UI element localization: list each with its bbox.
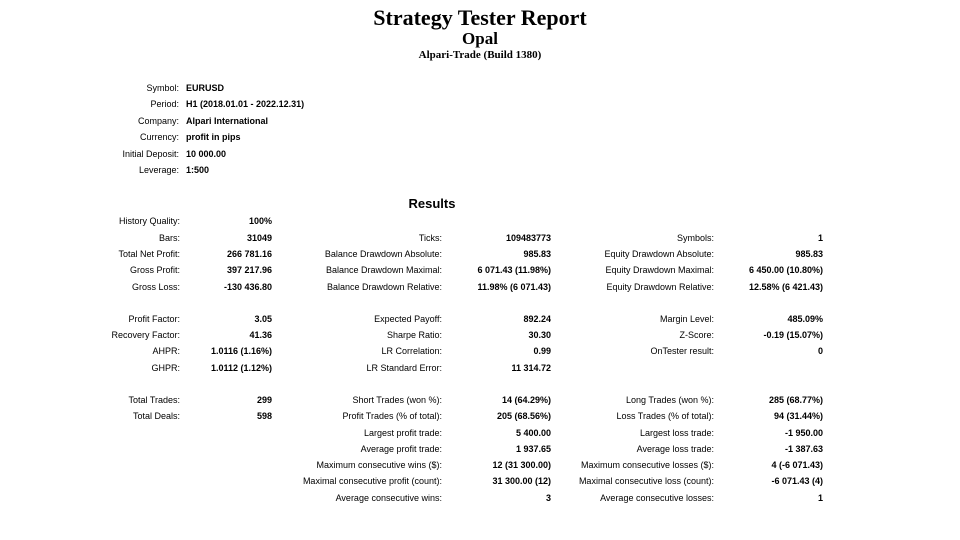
- symbol-value: EURUSD: [186, 83, 225, 93]
- total-net-profit-value: 266 781.16: [226, 249, 272, 259]
- profit-trades-value: 205 (68.56%): [496, 411, 551, 421]
- ghpr-label: GHPR:: [151, 363, 180, 373]
- balance-drawdown-absolute-label: Balance Drawdown Absolute:: [324, 249, 442, 259]
- lr-correlation-value: 0.99: [533, 346, 551, 356]
- profit-factor-value: 3.05: [254, 314, 272, 324]
- equity-drawdown-absolute-label: Equity Drawdown Absolute:: [604, 249, 714, 259]
- results-heading: Results: [408, 196, 456, 211]
- currency-label: Currency:: [139, 132, 179, 142]
- largest-loss-trade-value: -1 950.00: [784, 428, 823, 438]
- total-net-profit-label: Total Net Profit:: [118, 249, 180, 259]
- average-profit-trade-label: Average profit trade:: [360, 444, 442, 454]
- ahpr-value: 1.0116 (1.16%): [210, 346, 272, 356]
- equity-drawdown-relative-value: 12.58% (6 421.43): [748, 282, 823, 292]
- company-label: Company:: [137, 116, 179, 126]
- period-value: H1 (2018.01.01 - 2022.12.31): [186, 99, 305, 109]
- total-deals-label: Total Deals:: [132, 411, 180, 421]
- average-consecutive-losses-label: Average consecutive losses:: [600, 493, 714, 503]
- balance-drawdown-absolute-value: 985.83: [523, 249, 551, 259]
- z-score-label: Z-Score:: [679, 330, 714, 340]
- balance-drawdown-maximal-value: 6 071.43 (11.98%): [477, 265, 551, 275]
- ahpr-label: AHPR:: [152, 346, 180, 356]
- maximal-consecutive-loss-label: Maximal consecutive loss (count):: [578, 476, 714, 486]
- expected-payoff-value: 892.24: [523, 314, 551, 324]
- total-deals-value: 598: [256, 411, 272, 421]
- recovery-factor-value: 41.36: [249, 330, 272, 340]
- history-quality-value: 100%: [248, 216, 272, 226]
- ontester-result-label: OnTester result:: [650, 346, 714, 356]
- loss-trades-value: 94 (31.44%): [773, 411, 823, 421]
- average-consecutive-wins-label: Average consecutive wins:: [335, 493, 442, 503]
- currency-value: profit in pips: [186, 132, 241, 142]
- average-consecutive-losses-value: 1: [817, 493, 823, 503]
- report-title: Strategy Tester Report: [373, 5, 587, 30]
- expected-payoff-label: Expected Payoff:: [374, 314, 442, 324]
- average-loss-trade-value: -1 387.63: [784, 444, 823, 454]
- gross-loss-value: -130 436.80: [223, 282, 272, 292]
- lr-standard-error-label: LR Standard Error:: [366, 363, 442, 373]
- balance-drawdown-relative-value: 11.98% (6 071.43): [477, 282, 551, 292]
- total-trades-value: 299: [256, 395, 272, 405]
- history-quality-label: History Quality:: [118, 216, 180, 226]
- initial-deposit-label: Initial Deposit:: [122, 149, 179, 159]
- max-consecutive-wins-value: 12 (31 300.00): [492, 460, 551, 470]
- short-trades-value: 14 (64.29%): [501, 395, 551, 405]
- bars-label: Bars:: [158, 233, 180, 243]
- margin-level-value: 485.09%: [787, 314, 823, 324]
- average-consecutive-wins-value: 3: [545, 493, 551, 503]
- equity-drawdown-maximal-value: 6 450.00 (10.80%): [748, 265, 823, 275]
- recovery-factor-label: Recovery Factor:: [111, 330, 180, 340]
- max-consecutive-losses-label: Maximum consecutive losses ($):: [580, 460, 714, 470]
- sharpe-ratio-label: Sharpe Ratio:: [386, 330, 442, 340]
- gross-profit-label: Gross Profit:: [129, 265, 180, 275]
- lr-correlation-label: LR Correlation:: [381, 346, 442, 356]
- ghpr-value: 1.0112 (1.12%): [210, 363, 272, 373]
- broker-build: Alpari-Trade (Build 1380): [418, 49, 542, 61]
- ticks-value: 109483773: [505, 233, 551, 243]
- equity-drawdown-relative-label: Equity Drawdown Relative:: [606, 282, 714, 292]
- company-value: Alpari International: [186, 116, 269, 126]
- ontester-result-value: 0: [817, 346, 823, 356]
- gross-loss-label: Gross Loss:: [131, 282, 180, 292]
- leverage-value: 1:500: [186, 165, 210, 175]
- largest-profit-trade-label: Largest profit trade:: [363, 428, 442, 438]
- sharpe-ratio-value: 30.30: [528, 330, 551, 340]
- ticks-label: Ticks:: [418, 233, 442, 243]
- bars-value: 31049: [246, 233, 272, 243]
- symbols-label: Symbols:: [676, 233, 714, 243]
- equity-drawdown-maximal-label: Equity Drawdown Maximal:: [605, 265, 714, 275]
- long-trades-label: Long Trades (won %):: [625, 395, 714, 405]
- largest-profit-trade-value: 5 400.00: [515, 428, 551, 438]
- lr-standard-error-value: 11 314.72: [511, 363, 551, 373]
- loss-trades-label: Loss Trades (% of total):: [616, 411, 714, 421]
- average-loss-trade-label: Average loss trade:: [636, 444, 714, 454]
- maximal-consecutive-profit-value: 31 300.00 (12): [492, 476, 551, 486]
- maximal-consecutive-loss-value: -6 071.43 (4): [771, 476, 823, 486]
- z-score-value: -0.19 (15.07%): [763, 330, 823, 340]
- profit-trades-label: Profit Trades (% of total):: [342, 411, 442, 421]
- gross-profit-value: 397 217.96: [226, 265, 272, 275]
- long-trades-value: 285 (68.77%): [768, 395, 823, 405]
- initial-deposit-value: 10 000.00: [186, 149, 227, 159]
- symbol-label: Symbol:: [146, 83, 179, 93]
- total-trades-label: Total Trades:: [128, 395, 180, 405]
- equity-drawdown-absolute-value: 985.83: [795, 249, 823, 259]
- period-label: Period:: [150, 99, 179, 109]
- balance-drawdown-maximal-label: Balance Drawdown Maximal:: [325, 265, 442, 275]
- symbols-value: 1: [817, 233, 823, 243]
- short-trades-label: Short Trades (won %):: [352, 395, 442, 405]
- max-consecutive-losses-value: 4 (-6 071.43): [771, 460, 823, 470]
- strategy-name: Opal: [462, 29, 498, 48]
- max-consecutive-wins-label: Maximum consecutive wins ($):: [316, 460, 442, 470]
- balance-drawdown-relative-label: Balance Drawdown Relative:: [326, 282, 442, 292]
- maximal-consecutive-profit-label: Maximal consecutive profit (count):: [302, 476, 442, 486]
- largest-loss-trade-label: Largest loss trade:: [639, 428, 714, 438]
- margin-level-label: Margin Level:: [659, 314, 714, 324]
- profit-factor-label: Profit Factor:: [128, 314, 180, 324]
- leverage-label: Leverage:: [138, 165, 179, 175]
- average-profit-trade-value: 1 937.65: [515, 444, 551, 454]
